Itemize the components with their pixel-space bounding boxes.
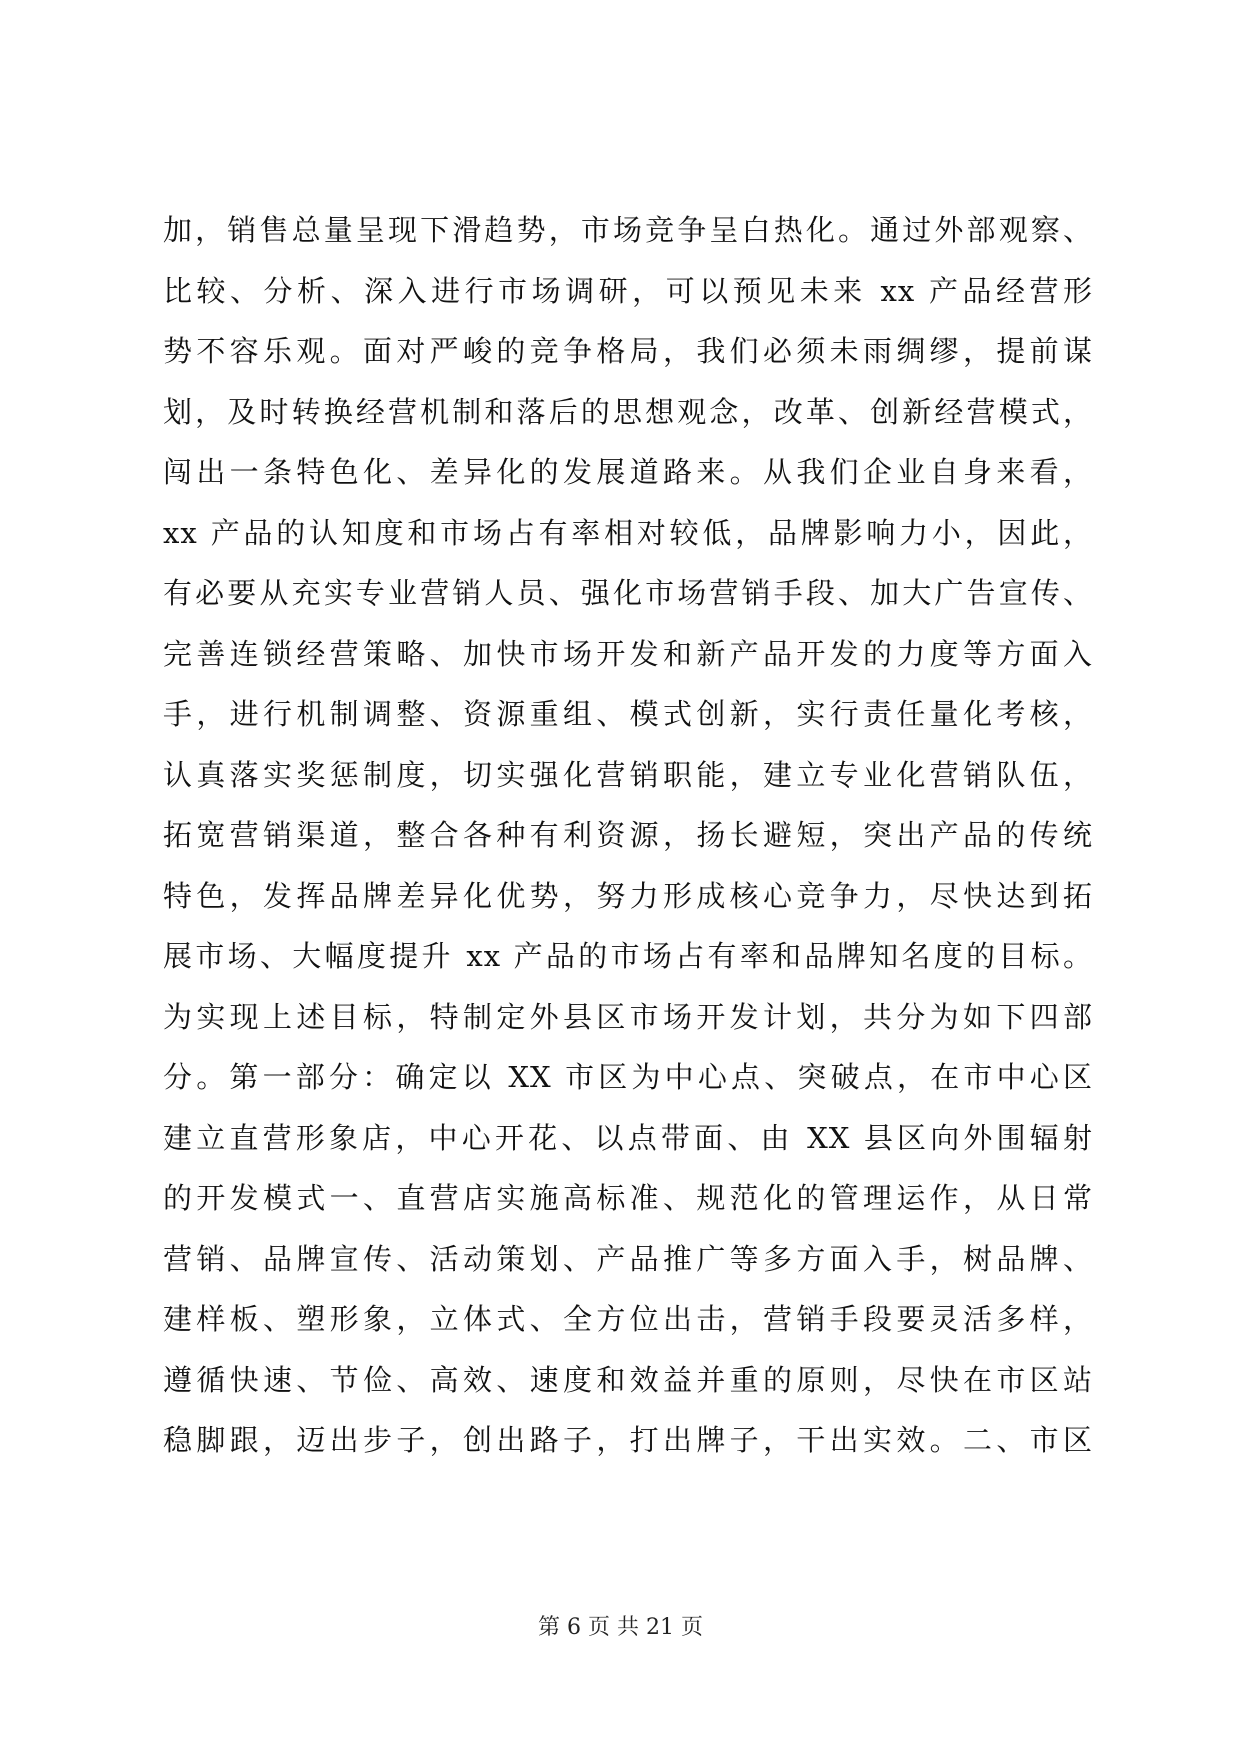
text-line: 比较、分析、深入进行市场调研，可以预见未来 xx 产品经营形 xyxy=(163,273,1093,308)
text-line: 分。第一部分：确定以 XX 市区为中心点、突破点，在市中心区 xyxy=(163,1060,1093,1094)
text-line: 闯出一条特色化、差异化的发展道路来。从我们企业自身来看， xyxy=(163,455,1093,489)
text-line: 特色，发挥品牌差异化优势，努力形成核心竞争力，尽快达到拓 xyxy=(163,878,1093,913)
text-line: 拓宽营销渠道，整合各种有利资源，扬长避短，突出产品的传统 xyxy=(163,818,1093,852)
page-footer: 第 6 页 共 21 页 xyxy=(538,1615,703,1640)
text-line: 认真落实奖惩制度，切实强化营销职能，建立专业化营销队伍， xyxy=(163,757,1093,792)
text-line: 手，进行机制调整、资源重组、模式创新，实行责任量化考核， xyxy=(163,697,1093,731)
text-line: 遵循快速、节俭、高效、速度和效益并重的原则，尽快在市区站 xyxy=(163,1362,1093,1397)
text-line: 建立直营形象店，中心开花、以点带面、由 XX 县区向外围辐射 xyxy=(163,1120,1093,1155)
text-line: 营销、品牌宣传、活动策划、产品推广等多方面入手，树品牌、 xyxy=(163,1241,1093,1276)
text-line: 为实现上述目标，特制定外县区市场开发计划，共分为如下四部 xyxy=(163,999,1093,1034)
text-line: 稳脚跟，迈出步子，创出路子，打出牌子，干出实效。二、市区 xyxy=(163,1423,1093,1457)
text-line: 展市场、大幅度提升 xx 产品的市场占有率和品牌知名度的目标。 xyxy=(163,939,1093,973)
text-line: xx 产品的认知度和市场占有率相对较低，品牌影响力小，因此， xyxy=(163,515,1093,550)
text-line: 的开发模式一、直营店实施高标准、规范化的管理运作，从日常 xyxy=(163,1181,1093,1215)
body-text xyxy=(163,200,1093,1471)
text-line: 势不容乐观。面对严峻的竞争格局，我们必须未雨绸缪，提前谋 xyxy=(163,334,1093,368)
text-line: 完善连锁经营策略、加快市场开发和新产品开发的力度等方面入 xyxy=(163,636,1093,671)
text-line: 有必要从充实专业营销人员、强化市场营销手段、加大广告宣传、 xyxy=(163,576,1093,610)
text-line: 建样板、塑形象，立体式、全方位出击，营销手段要灵活多样， xyxy=(163,1302,1093,1336)
text-line: 划，及时转换经营机制和落后的思想观念，改革、创新经营模式， xyxy=(163,394,1093,429)
text-line: 加，销售总量呈现下滑趋势，市场竞争呈白热化。通过外部观察、 xyxy=(163,213,1093,247)
